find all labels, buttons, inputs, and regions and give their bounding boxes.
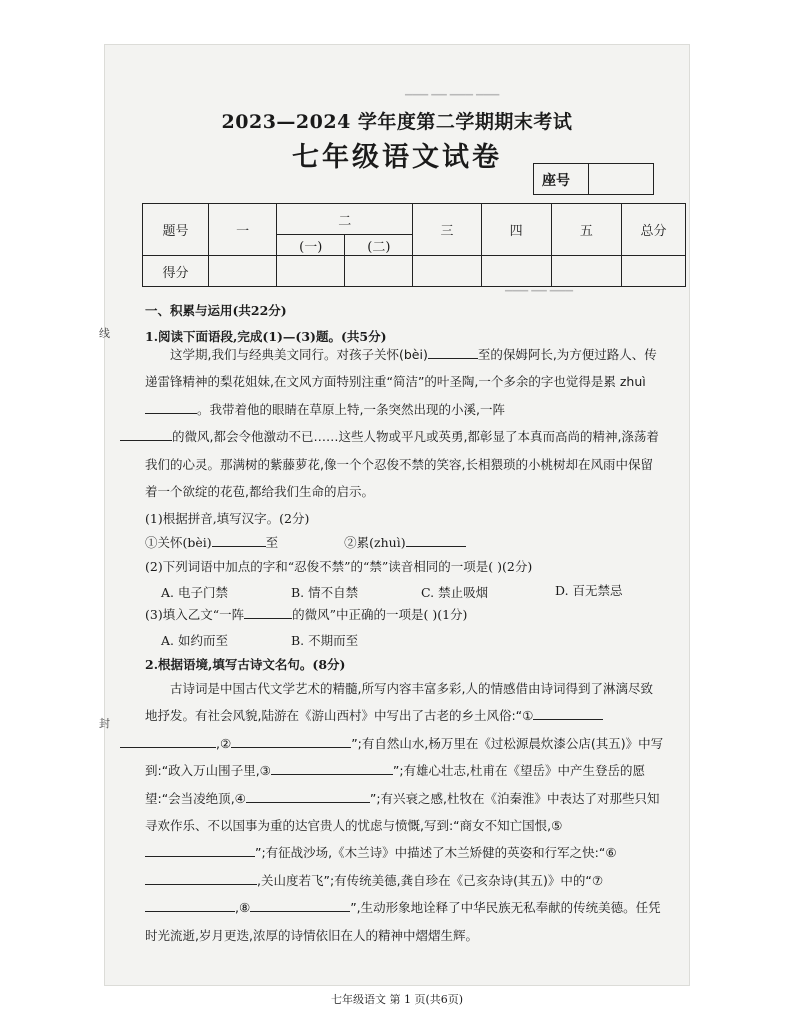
col-total: 总分 <box>621 204 685 256</box>
answer-bei[interactable] <box>212 534 266 547</box>
q1-sub2-option-b: B. 情不自禁 <box>291 585 359 600</box>
exam-subject-title: 七年级语文试卷 <box>292 142 502 173</box>
exam-paper <box>99 44 690 1006</box>
answer-3[interactable] <box>271 762 393 775</box>
section-1-heading: 一、积累与运用(共22分) <box>145 303 287 318</box>
answer-1[interactable] <box>533 707 603 720</box>
answer-6[interactable] <box>145 872 257 885</box>
col-3: 三 <box>413 204 481 256</box>
q2-passage: 古诗词是中国古代文学艺术的精髓,所写内容丰富多彩,人的情感借由诗词得到了淋漓尽致地抒发。有社会风貌,陆游在《游山西村》中写出了古老的乡土风俗:“① ,② ”;有自然山水,杨万里在《过松源晨炊漆公店(其五)》中写到:“政入万山围子里,③ ”;有雄心壮志,杜甫在《望岳》中产生登岳的愿望:“会当凌绝顶,④ ”;有兴衰之感,杜牧在《泊秦淮》中表达了对那些只知寻欢作乐、不以国事为重的达官贵人的忧虑与愤慨,写到:“商女不知亡国恨,⑤”;有征战沙场,《木兰诗》中描述了木兰矫健的英姿和行军之快:“⑥,关山度若飞”;有传统美德,龚自珍在《己亥杂诗(其五)》中的“⑦,⑧ ”,生动形象地诠释了中华民族无私奉献的传统美德。任凭时光流逝,岁月更迭,浓厚的诗情依旧在人的精神中熠熠生辉。 <box>145 675 665 949</box>
score-cell <box>621 256 685 287</box>
q1-sub1-items: ①关怀(bèi) 至 ②累(zhuì) <box>145 533 665 552</box>
seat-divider <box>588 164 589 194</box>
q2-prompt: 2.根据语境,填写古诗文名句。(8分) <box>145 657 346 672</box>
answer-2[interactable] <box>231 735 351 748</box>
blank-wind-choice <box>244 606 292 619</box>
answer-1b[interactable] <box>120 735 216 748</box>
q1-sub2-option-c: C. 禁止吸烟 <box>421 585 489 600</box>
answer-5[interactable] <box>145 844 255 857</box>
binding-seal-mark: 封 <box>99 717 110 730</box>
col-2-sub2: (二) <box>345 235 413 256</box>
q1-sub3-option-b: B. 不期而至 <box>291 633 359 648</box>
page-footer: 七年级语文 第 1 页(共6页) <box>330 993 464 1006</box>
score-cell <box>481 256 551 287</box>
score-cell <box>413 256 481 287</box>
blank-zhui[interactable] <box>145 401 197 414</box>
q1-sub1-prompt: (1)根据拼音,填写汉字。(2分) <box>145 511 310 526</box>
q1-prompt: 1.阅读下面语段,完成(1)—(3)题。(共5分) <box>145 329 387 344</box>
answer-zhui[interactable] <box>406 534 466 547</box>
col-2: 二 <box>277 204 413 235</box>
score-cell <box>209 256 277 287</box>
answer-4[interactable] <box>246 790 370 803</box>
bleed-through: ▁▁▁ ▁▁ ▁▁▁ <box>505 281 573 292</box>
row-label-score: 得分 <box>143 256 209 287</box>
q1-sub2-option-d: D. 百无禁忌 <box>555 583 623 598</box>
score-table <box>142 203 686 287</box>
seat-number-box <box>533 163 654 195</box>
col-5: 五 <box>551 204 621 256</box>
score-cell <box>277 256 345 287</box>
col-1: 一 <box>209 204 277 256</box>
q1-sub2-option-a: A. 电子门禁 <box>161 585 228 600</box>
bleed-through: ▁▁▁ ▁▁ ▁▁▁ ▁▁▁ <box>405 85 500 96</box>
binding-line-mark: 线 <box>99 327 110 340</box>
q1-sub3-option-a: A. 如约而至 <box>161 633 228 648</box>
row-label-title: 题号 <box>143 204 209 256</box>
blank-bei[interactable] <box>428 346 478 359</box>
score-cell <box>551 256 621 287</box>
col-2-sub1: (一) <box>277 235 345 256</box>
col-4: 四 <box>481 204 551 256</box>
answer-7[interactable] <box>145 899 235 912</box>
blank-wind[interactable] <box>120 428 172 441</box>
q1-passage: 这学期,我们与经典美文同行。对孩子关怀(bèi) 至的保姆阿长,为方便过路人、传递雷锋精神的梨花姐妹,在文风方面特别注重“简洁”的叶圣陶,一个多余的字也觉得是累 zhuì。我带着他的眼睛在草原上特,一条突然出现的小溪,一阵 的微风,都会令他激动不已……这些人物或平凡或英勇,都彰显了本真而高尚的精神,涤荡着我们的心灵。那满树的紫藤萝花,像一个个忍俊不禁的笑容,长相猥琐的小桃树却在风雨中保留着一个欲绽的花苞,都给我们生命的启示。 <box>145 341 665 505</box>
seat-label: 座号 <box>542 173 570 189</box>
score-cell <box>345 256 413 287</box>
exam-title: 2023—2024 学年度第二学期期末考试 <box>221 111 573 133</box>
q1-sub2-prompt: (2)下列词语中加点的字和“忍俊不禁”的“禁”读音相同的一项是( )(2分) <box>145 559 533 574</box>
q1-sub3-prompt: (3)填入乙文“一阵 的微风”中正确的一项是( )(1分) <box>145 607 468 622</box>
answer-8[interactable] <box>250 899 350 912</box>
